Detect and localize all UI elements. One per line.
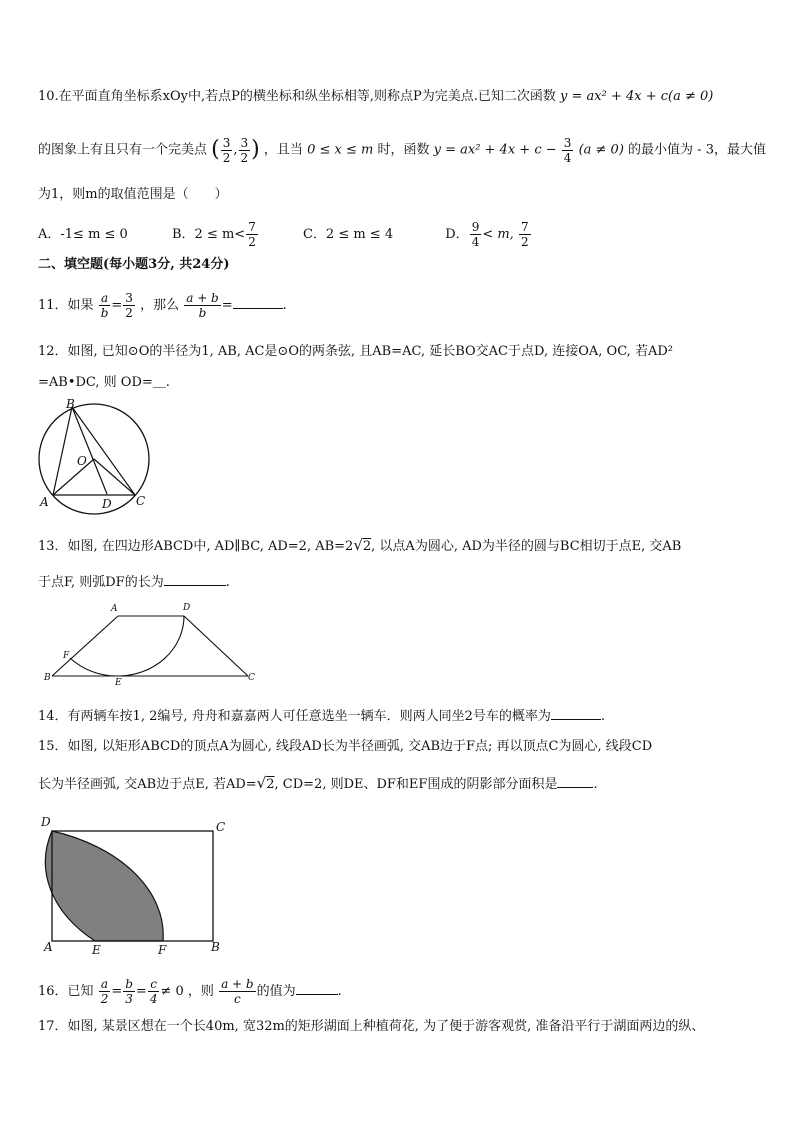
q15-line1: 15．如图, 以矩形ABCD的顶点A为圆心, 线段AD长为半径画弧, 交AB边于F点; 再以顶点C为圆心, 线段CD — [38, 739, 653, 754]
q12-label-a: A — [40, 495, 49, 509]
option-b[interactable]: B．2 ≤ m< $\frac{7}{2}$ — [171, 220, 256, 249]
q15-shaded-region — [45, 831, 163, 941]
q13-label-b: B — [44, 673, 51, 683]
q10-line2: 的图象上有且只有一个完美点 ( $\frac{3}{2}$ , $\frac{3}{2}$ ) ，且当 0 ≤ x ≤ m 时，函数 y = ax² + 4x + c − $\frac{3}{4}$ (a ≠ 0) 的最小值为 - 3，最大值 — [38, 135, 766, 165]
q10-options — [38, 220, 532, 250]
q15-label-a: A — [44, 940, 53, 954]
q11: 11．如果 $\frac{a}{b}$ = $\frac{3}{2}$ ，那么 $\frac{a + b}{b}$ = . — [38, 291, 287, 320]
q13-label-c: C — [248, 673, 255, 683]
option-a[interactable]: A．-1≤ m ≤ 0 — [38, 227, 128, 242]
q12-label-o: O — [77, 454, 87, 468]
section-heading: 二、填空题(每小题3分, 共24分) — [38, 257, 230, 272]
q15-label-f: F — [158, 943, 167, 957]
q11-answer-blank[interactable] — [233, 295, 283, 309]
q13-label-d: D — [183, 603, 191, 613]
q15-label-e: E — [92, 943, 101, 957]
q10-line3: 为1，则m的取值范围是（ ） — [38, 187, 228, 202]
q14-answer-blank[interactable] — [551, 706, 601, 720]
q13-line2: 于点F, 则弧DF的长为 . — [38, 572, 230, 592]
q17: 17．如图, 某景区想在一个长40m, 宽32m的矩形湖面上种植荷花, 为了便于游客观赏, 准备沿平行于湖面两边的纵、 — [38, 1019, 705, 1034]
q10-line1: 10.在平面直角坐标系xOy中,若点P的横坐标和纵坐标相等,则称点P为完美点.已知二次函数 y = ax² + 4x + c(a ≠ 0) — [38, 89, 714, 104]
q15-line2: 长为半径画弧, 交AB边于点E, 若AD=√2, CD=2, 则DE、DF和EF围成的阴影部分面积是 . — [38, 774, 598, 792]
option-c[interactable]: C．2 ≤ m ≤ 4 — [302, 227, 394, 242]
q12-label-d: D — [102, 497, 112, 511]
q13-figure — [52, 606, 262, 684]
q13-line1: 13．如图, 在四边形ABCD中, AD∥BC, AD=2, AB=2√2, 以点A为圆心, AD为半径的圆与BC相切于点E, 交AB — [38, 536, 682, 554]
option-d[interactable]: D． $\frac{9}{4}$ < m, $\frac{7}{2}$ — [445, 220, 529, 249]
q13-label-f: F — [63, 651, 70, 661]
q15-label-c: C — [216, 820, 226, 834]
q12-line2: =AB•DC, 则 OD=＿. — [38, 375, 170, 390]
q12-label-b: B — [66, 397, 75, 411]
q15-label-d: D — [41, 815, 51, 829]
q15-label-b: B — [211, 940, 220, 954]
q16-answer-blank[interactable] — [296, 981, 338, 995]
q16: 16．已知 $\frac{a}{2}$ = $\frac{b}{3}$ = $\frac{c}{4}$ ≠ 0 ，则 $\frac{a + b}{c}$ 的值为 . — [38, 977, 342, 1006]
q15-answer-blank[interactable] — [557, 774, 593, 788]
q12-line1: 12．如图, 已知⊙O的半径为1, AB, AC是⊙O的两条弦, 且AB=AC, 延长BO交AC于点D, 连接OA, OC, 若AD² — [38, 344, 673, 359]
q13-answer-blank[interactable] — [164, 572, 226, 586]
q13-label-e: E — [115, 678, 122, 688]
q15-figure — [50, 828, 220, 946]
q13-label-a: A — [111, 604, 118, 614]
q12-label-c: C — [136, 494, 146, 508]
q14: 14．有两辆车按1, 2编号, 舟舟和嘉嘉两人可任意选坐一辆车．则两人同坐2号车的概率为 . — [38, 706, 605, 726]
